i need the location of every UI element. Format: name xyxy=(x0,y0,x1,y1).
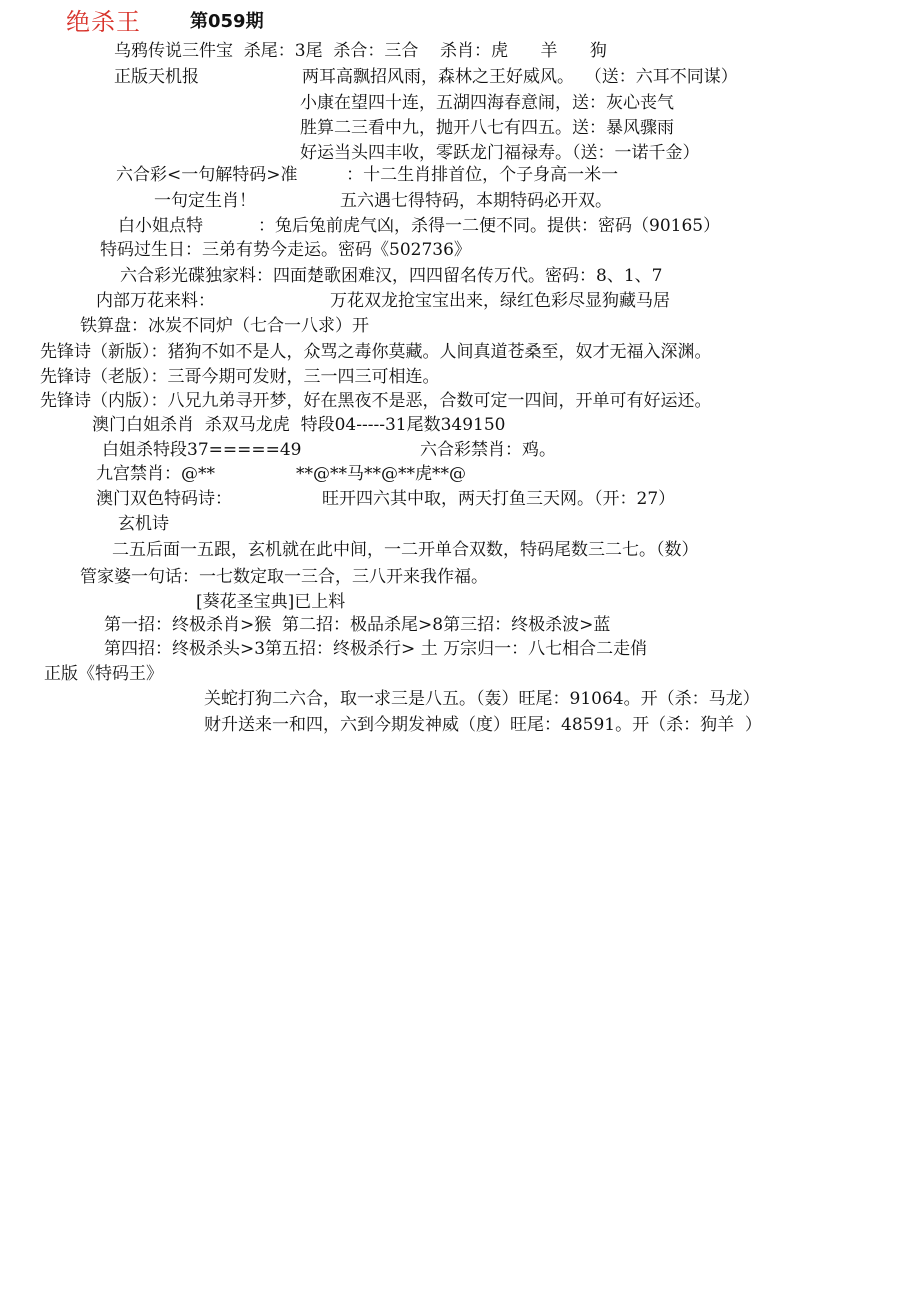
text-line-25: 第四招：终极杀头>3第五招：终极杀行> 土 万宗归一：八七相合二走俏 xyxy=(104,639,648,659)
text-line-1: 乌鸦传说三件宝 杀尾：3尾 杀合：三合 杀肖：虎 羊 狗 xyxy=(114,41,607,61)
text-line-7b: 五六遇七得特码，本期特码必开双。 xyxy=(340,191,612,211)
text-line-18a: 九宫禁肖：@** xyxy=(96,464,215,484)
text-line-11a: 内部万花来料： xyxy=(96,291,215,311)
text-line-17a: 白姐杀特段37=====49 xyxy=(102,440,302,460)
text-line-11b: 万花双龙抢宝宝出来，绿红色彩尽显狗藏马居 xyxy=(330,291,670,311)
text-line-28: 财升送来一和四，六到今期发神威（度）旺尾：48591。开（杀：狗羊 ） xyxy=(204,715,762,735)
text-line-2a: 正版天机报 xyxy=(114,67,199,87)
issue-number: 第059期 xyxy=(190,11,264,32)
text-line-6: 六合彩<一句解特码>准 ：十二生肖排首位，个子身高一米一 xyxy=(116,165,619,185)
text-line-2b: 两耳高飘招风雨，森林之王好威风。 （送：六耳不同谋） xyxy=(302,67,738,87)
text-line-5: 好运当头四丰收，零跃龙门福禄寿。（送：一诺千金） xyxy=(300,143,700,163)
text-line-9: 特码过生日：三弟有势今走运。密码《502736》 xyxy=(100,240,471,260)
text-line-8a: 白小姐点特 xyxy=(118,216,203,236)
text-line-21: 二五后面一五跟，玄机就在此中间，一二开单合双数，特码尾数三二七。（数） xyxy=(112,540,699,560)
text-line-14: 先锋诗（老版）：三哥今期可发财，三一四三可相连。 xyxy=(40,367,440,387)
text-line-12: 铁算盘：冰炭不同炉（七合一八求）开 xyxy=(80,316,369,336)
text-line-19b: 旺开四六其中取，两天打鱼三天网。（开：27） xyxy=(322,489,676,509)
text-line-18b: **@**马**@**虎**@ xyxy=(296,464,466,484)
text-line-13: 先锋诗（新版）：猪狗不如不是人，众骂之毒你莫藏。人间真道苍桑至，奴才无福入深渊。 xyxy=(40,342,712,362)
text-line-4: 胜算二三看中九，抛开八七有四五。送：暴风骤雨 xyxy=(300,118,674,138)
text-line-17b: 六合彩禁肖：鸡。 xyxy=(420,440,556,460)
section-heading-poem: 玄机诗 xyxy=(118,514,169,534)
text-line-23: [葵花圣宝典]已上料 xyxy=(196,592,346,612)
text-line-19a: 澳门双色特码诗： xyxy=(96,489,232,509)
text-line-3: 小康在望四十连，五湖四海春意闹，送：灰心丧气 xyxy=(300,93,674,113)
text-line-22: 管家婆一句话：一七数定取一三合，三八开来我作福。 xyxy=(80,567,488,587)
text-line-26: 正版《特码王》 xyxy=(44,664,163,684)
text-line-10: 六合彩光碟独家料：四面楚歌困难汉，四四留名传万代。密码：8、1、7 xyxy=(120,266,663,286)
page-title: 绝杀王 xyxy=(66,8,141,36)
text-line-24: 第一招：终极杀肖>猴 第二招：极品杀尾>8第三招：终极杀波>蓝 xyxy=(104,615,611,635)
text-line-27: 关蛇打狗二六合，取一求三是八五。（轰）旺尾：91064。开（杀：马龙） xyxy=(204,689,760,709)
text-line-8b: ：兔后兔前虎气凶，杀得一二便不同。提供：密码（90165） xyxy=(258,216,721,236)
text-line-15: 先锋诗（内版）：八兄九弟寻开梦，好在黑夜不是恶，合数可定一四间，开单可有好运还。 xyxy=(40,391,712,411)
text-line-7a: 一句定生肖！ xyxy=(154,191,256,211)
text-line-16: 澳门白姐杀肖 杀双马龙虎 特段04-----31尾数349150 xyxy=(92,415,506,435)
